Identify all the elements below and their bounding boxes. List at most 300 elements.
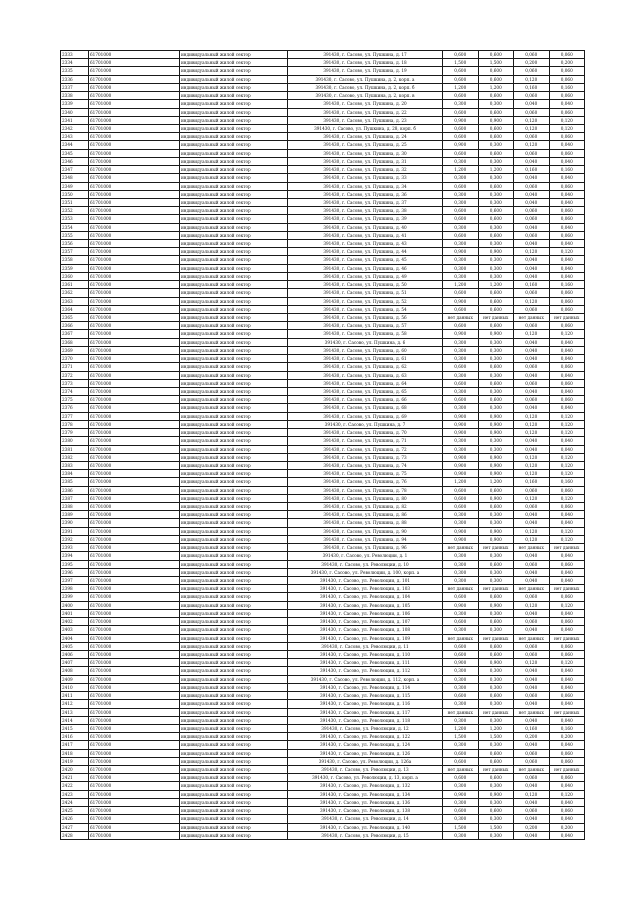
sector-type-cell: индивидуальный жилой сектор bbox=[180, 618, 288, 626]
value-cell-1: нет данных bbox=[443, 544, 479, 552]
value-cell-3: 0,120 bbox=[514, 429, 550, 437]
okato-code-cell: 61701000 bbox=[89, 248, 180, 256]
okato-code-cell: 61701000 bbox=[89, 83, 180, 91]
value-cell-4: 0,160 bbox=[549, 166, 585, 174]
sector-type-cell: индивидуальный жилой сектор bbox=[180, 445, 288, 453]
table-row bbox=[61, 552, 585, 560]
row-number-cell: 2353 bbox=[61, 215, 89, 223]
value-cell-3: 0,040 bbox=[514, 223, 550, 231]
sector-type-cell: индивидуальный жилой сектор bbox=[180, 248, 288, 256]
value-cell-1: 0,600 bbox=[443, 692, 479, 700]
address-cell: 391430, г. Сасово, ул. Революции, д. 13, корп. а bbox=[288, 774, 443, 782]
value-cell-2: 1,200 bbox=[478, 166, 514, 174]
value-cell-4: 0,060 bbox=[549, 75, 585, 83]
table-row bbox=[61, 692, 585, 700]
value-cell-1: 0,300 bbox=[443, 157, 479, 165]
sector-type-cell: индивидуальный жилой сектор bbox=[180, 223, 288, 231]
value-cell-3: 0,160 bbox=[514, 281, 550, 289]
sector-type-cell: индивидуальный жилой сектор bbox=[180, 659, 288, 667]
row-number-cell: 2344 bbox=[61, 141, 89, 149]
okato-code-cell: 61701000 bbox=[89, 67, 180, 75]
row-number-cell: 2388 bbox=[61, 503, 89, 511]
okato-code-cell: 61701000 bbox=[89, 470, 180, 478]
value-cell-1: 0,900 bbox=[443, 453, 479, 461]
value-cell-4: нет данных bbox=[549, 544, 585, 552]
value-cell-2: 0,300 bbox=[478, 404, 514, 412]
sector-type-cell: индивидуальный жилой сектор bbox=[180, 420, 288, 428]
address-cell: 391430, г. Сасово, ул. Пушкина, д. 88 bbox=[288, 519, 443, 527]
value-cell-4: 0,060 bbox=[549, 749, 585, 757]
address-cell: 391430, г. Сасово, ул. Пушкина, д. 50 bbox=[288, 281, 443, 289]
value-cell-1: 1,200 bbox=[443, 166, 479, 174]
okato-code-cell: 61701000 bbox=[89, 190, 180, 198]
table-row bbox=[61, 453, 585, 461]
value-cell-3: 0,120 bbox=[514, 527, 550, 535]
value-cell-3: 0,060 bbox=[514, 149, 550, 157]
okato-code-cell: 61701000 bbox=[89, 544, 180, 552]
table-row bbox=[61, 577, 585, 585]
value-cell-3: 0,060 bbox=[514, 757, 550, 765]
value-cell-4: 0,060 bbox=[549, 215, 585, 223]
sector-type-cell: индивидуальный жилой сектор bbox=[180, 461, 288, 469]
sector-type-cell: индивидуальный жилой сектор bbox=[180, 363, 288, 371]
value-cell-3: 0,040 bbox=[514, 667, 550, 675]
sector-type-cell: индивидуальный жилой сектор bbox=[180, 503, 288, 511]
sector-type-cell: индивидуальный жилой сектор bbox=[180, 240, 288, 248]
row-number-cell: 2347 bbox=[61, 166, 89, 174]
address-cell: 391430, г. Сасово, ул. Пушкина, д. 25 bbox=[288, 141, 443, 149]
address-cell: 391430, г. Сасово, ул. Пушкина, д. 33 bbox=[288, 174, 443, 182]
address-cell: 391430, г. Сасово, ул. Пушкина, д. 2, корп. в bbox=[288, 92, 443, 100]
value-cell-1: 0,600 bbox=[443, 124, 479, 132]
value-cell-1: 1,500 bbox=[443, 823, 479, 831]
row-number-cell: 2423 bbox=[61, 790, 89, 798]
row-number-cell: 2340 bbox=[61, 108, 89, 116]
table-row bbox=[61, 634, 585, 642]
value-cell-2: 0,900 bbox=[478, 330, 514, 338]
address-cell: 391430, г. Сасово, ул. Пушкина, д. 17 bbox=[288, 51, 443, 59]
value-cell-2: 1,500 bbox=[478, 733, 514, 741]
okato-code-cell: 61701000 bbox=[89, 272, 180, 280]
value-cell-3: 0,040 bbox=[514, 190, 550, 198]
address-cell: 391430, г. Сасово, ул. Пушкина, д. 94 bbox=[288, 535, 443, 543]
value-cell-4: 0,120 bbox=[549, 601, 585, 609]
value-cell-2: 0,300 bbox=[478, 445, 514, 453]
sector-type-cell: индивидуальный жилой сектор bbox=[180, 675, 288, 683]
table-row bbox=[61, 338, 585, 346]
table-row bbox=[61, 503, 585, 511]
okato-code-cell: 61701000 bbox=[89, 207, 180, 215]
okato-code-cell: 61701000 bbox=[89, 700, 180, 708]
table-row bbox=[61, 486, 585, 494]
table-row bbox=[61, 371, 585, 379]
row-number-cell: 2333 bbox=[61, 51, 89, 59]
value-cell-2: нет данных bbox=[478, 544, 514, 552]
value-cell-1: нет данных bbox=[443, 634, 479, 642]
okato-code-cell: 61701000 bbox=[89, 133, 180, 141]
address-cell: 391430, г. Сасово, ул. Пушкина, д. 78 bbox=[288, 486, 443, 494]
address-cell: 391430, г. Сасово, ул. Революции, д. 138 bbox=[288, 807, 443, 815]
value-cell-1: 0,300 bbox=[443, 100, 479, 108]
row-number-cell: 2380 bbox=[61, 437, 89, 445]
table-row bbox=[61, 92, 585, 100]
value-cell-2: 0,600 bbox=[478, 149, 514, 157]
row-number-cell: 2351 bbox=[61, 198, 89, 206]
address-cell: 391430, г. Сасово, ул. Революции, д. 107 bbox=[288, 618, 443, 626]
value-cell-3: 0,060 bbox=[514, 379, 550, 387]
sector-type-cell: индивидуальный жилой сектор bbox=[180, 124, 288, 132]
value-cell-2: 0,900 bbox=[478, 659, 514, 667]
value-cell-3: 0,040 bbox=[514, 240, 550, 248]
value-cell-2: 0,300 bbox=[478, 100, 514, 108]
value-cell-4: 0,120 bbox=[549, 124, 585, 132]
value-cell-2: 0,600 bbox=[478, 396, 514, 404]
table-row bbox=[61, 642, 585, 650]
value-cell-1: 0,300 bbox=[443, 355, 479, 363]
address-cell: 391430, г. Сасово, ул. Революции, д. 124 bbox=[288, 741, 443, 749]
okato-code-cell: 61701000 bbox=[89, 585, 180, 593]
okato-code-cell: 61701000 bbox=[89, 790, 180, 798]
value-cell-2: 0,600 bbox=[478, 92, 514, 100]
value-cell-2: 0,300 bbox=[478, 240, 514, 248]
value-cell-2: 0,300 bbox=[478, 387, 514, 395]
row-number-cell: 2366 bbox=[61, 322, 89, 330]
value-cell-4: 0,040 bbox=[549, 346, 585, 354]
table-row bbox=[61, 544, 585, 552]
value-cell-2: 0,300 bbox=[478, 355, 514, 363]
okato-code-cell: 61701000 bbox=[89, 371, 180, 379]
value-cell-4: 0,060 bbox=[549, 133, 585, 141]
value-cell-3: 0,120 bbox=[514, 248, 550, 256]
value-cell-2: 0,300 bbox=[478, 437, 514, 445]
sector-type-cell: индивидуальный жилой сектор bbox=[180, 198, 288, 206]
value-cell-2: 0,300 bbox=[478, 519, 514, 527]
value-cell-4: 0,040 bbox=[549, 264, 585, 272]
value-cell-4: 0,120 bbox=[549, 494, 585, 502]
sector-type-cell: индивидуальный жилой сектор bbox=[180, 700, 288, 708]
sector-type-cell: индивидуальный жилой сектор bbox=[180, 59, 288, 67]
value-cell-3: 0,060 bbox=[514, 749, 550, 757]
okato-code-cell: 61701000 bbox=[89, 642, 180, 650]
okato-code-cell: 61701000 bbox=[89, 831, 180, 839]
value-cell-1: 0,300 bbox=[443, 223, 479, 231]
value-cell-3: 0,200 bbox=[514, 823, 550, 831]
table-row bbox=[61, 174, 585, 182]
okato-code-cell: 61701000 bbox=[89, 322, 180, 330]
row-number-cell: 2415 bbox=[61, 724, 89, 732]
okato-code-cell: 61701000 bbox=[89, 264, 180, 272]
value-cell-3: 0,040 bbox=[514, 264, 550, 272]
value-cell-4: 0,040 bbox=[549, 371, 585, 379]
table-row bbox=[61, 609, 585, 617]
table-row bbox=[61, 272, 585, 280]
table-row bbox=[61, 815, 585, 823]
okato-code-cell: 61701000 bbox=[89, 174, 180, 182]
value-cell-2: 0,600 bbox=[478, 749, 514, 757]
value-cell-4: 0,060 bbox=[549, 297, 585, 305]
row-number-cell: 2420 bbox=[61, 766, 89, 774]
value-cell-1: 0,600 bbox=[443, 807, 479, 815]
sector-type-cell: индивидуальный жилой сектор bbox=[180, 634, 288, 642]
table-row bbox=[61, 511, 585, 519]
value-cell-4: 0,040 bbox=[549, 387, 585, 395]
value-cell-3: 0,120 bbox=[514, 420, 550, 428]
row-number-cell: 2358 bbox=[61, 256, 89, 264]
row-number-cell: 2376 bbox=[61, 404, 89, 412]
value-cell-1: 0,300 bbox=[443, 404, 479, 412]
table-row bbox=[61, 190, 585, 198]
okato-code-cell: 61701000 bbox=[89, 404, 180, 412]
value-cell-3: 0,120 bbox=[514, 790, 550, 798]
value-cell-1: 0,600 bbox=[443, 363, 479, 371]
address-cell: 391430, г. Сасово, ул. Революции, д. 10 bbox=[288, 560, 443, 568]
value-cell-4: 0,120 bbox=[549, 659, 585, 667]
table-row bbox=[61, 650, 585, 658]
value-cell-4: 0,060 bbox=[549, 231, 585, 239]
okato-code-cell: 61701000 bbox=[89, 568, 180, 576]
value-cell-4: нет данных bbox=[549, 634, 585, 642]
okato-code-cell: 61701000 bbox=[89, 437, 180, 445]
okato-code-cell: 61701000 bbox=[89, 807, 180, 815]
value-cell-2: 0,600 bbox=[478, 75, 514, 83]
value-cell-3: 0,060 bbox=[514, 593, 550, 601]
value-cell-4: 0,040 bbox=[549, 577, 585, 585]
value-cell-1: 0,900 bbox=[443, 141, 479, 149]
row-number-cell: 2385 bbox=[61, 478, 89, 486]
sector-type-cell: индивидуальный жилой сектор bbox=[180, 470, 288, 478]
okato-code-cell: 61701000 bbox=[89, 157, 180, 165]
value-cell-3: 0,120 bbox=[514, 535, 550, 543]
value-cell-3: 0,060 bbox=[514, 692, 550, 700]
table-row bbox=[61, 420, 585, 428]
okato-code-cell: 61701000 bbox=[89, 503, 180, 511]
value-cell-2: 0,900 bbox=[478, 527, 514, 535]
value-cell-3: 0,160 bbox=[514, 83, 550, 91]
value-cell-2: 0,600 bbox=[478, 67, 514, 75]
row-number-cell: 2367 bbox=[61, 330, 89, 338]
okato-code-cell: 61701000 bbox=[89, 823, 180, 831]
address-cell: 391430, г. Сасово, ул. Революции, д. 109 bbox=[288, 634, 443, 642]
value-cell-4: 0,160 bbox=[549, 281, 585, 289]
value-cell-2: 0,300 bbox=[478, 815, 514, 823]
value-cell-2: 0,900 bbox=[478, 116, 514, 124]
sector-type-cell: индивидуальный жилой сектор bbox=[180, 683, 288, 691]
okato-code-cell: 61701000 bbox=[89, 453, 180, 461]
table-row bbox=[61, 256, 585, 264]
table-row bbox=[61, 231, 585, 239]
okato-code-cell: 61701000 bbox=[89, 560, 180, 568]
value-cell-2: 0,900 bbox=[478, 601, 514, 609]
row-number-cell: 2386 bbox=[61, 486, 89, 494]
row-number-cell: 2419 bbox=[61, 757, 89, 765]
value-cell-4: 0,060 bbox=[549, 757, 585, 765]
okato-code-cell: 61701000 bbox=[89, 412, 180, 420]
value-cell-3: 0,040 bbox=[514, 371, 550, 379]
table-row bbox=[61, 445, 585, 453]
table-row bbox=[61, 404, 585, 412]
okato-code-cell: 61701000 bbox=[89, 223, 180, 231]
value-cell-3: 0,060 bbox=[514, 363, 550, 371]
row-number-cell: 2350 bbox=[61, 190, 89, 198]
okato-code-cell: 61701000 bbox=[89, 420, 180, 428]
okato-code-cell: 61701000 bbox=[89, 281, 180, 289]
address-cell: 391430, г. Сасово, ул. Пушкина, д. 22 bbox=[288, 108, 443, 116]
value-cell-1: 0,900 bbox=[443, 790, 479, 798]
row-number-cell: 2335 bbox=[61, 67, 89, 75]
row-number-cell: 2408 bbox=[61, 667, 89, 675]
sector-type-cell: индивидуальный жилой сектор bbox=[180, 453, 288, 461]
row-number-cell: 2399 bbox=[61, 593, 89, 601]
value-cell-4: 0,040 bbox=[549, 223, 585, 231]
table-row bbox=[61, 585, 585, 593]
sector-type-cell: индивидуальный жилой сектор bbox=[180, 396, 288, 404]
value-cell-3: 0,060 bbox=[514, 322, 550, 330]
value-cell-3: нет данных bbox=[514, 544, 550, 552]
value-cell-4: 0,200 bbox=[549, 59, 585, 67]
value-cell-2: 0,600 bbox=[478, 289, 514, 297]
table-row bbox=[61, 182, 585, 190]
value-cell-1: 0,600 bbox=[443, 322, 479, 330]
value-cell-2: 0,300 bbox=[478, 256, 514, 264]
value-cell-4: 0,060 bbox=[549, 322, 585, 330]
value-cell-4: 0,040 bbox=[549, 798, 585, 806]
address-cell: 391430, г. Сасово, ул. Революции, д. 134 bbox=[288, 790, 443, 798]
sector-type-cell: индивидуальный жилой сектор bbox=[180, 486, 288, 494]
row-number-cell: 2379 bbox=[61, 429, 89, 437]
sector-type-cell: индивидуальный жилой сектор bbox=[180, 322, 288, 330]
address-cell: 391430, г. Сасово, ул. Революции, д. 105 bbox=[288, 601, 443, 609]
sector-type-cell: индивидуальный жилой сектор bbox=[180, 157, 288, 165]
address-cell: 391430, г. Сасово, ул. Пушкина, д. 44 bbox=[288, 248, 443, 256]
value-cell-2: 1,200 bbox=[478, 83, 514, 91]
address-cell: 391430, г. Сасово, ул. Революции, д. 112 bbox=[288, 667, 443, 675]
value-cell-4: 0,040 bbox=[549, 240, 585, 248]
sector-type-cell: индивидуальный жилой сектор bbox=[180, 626, 288, 634]
address-cell: 391430, г. Сасово, ул. Революции, д. 114 bbox=[288, 683, 443, 691]
table-row bbox=[61, 659, 585, 667]
value-cell-4: 0,060 bbox=[549, 149, 585, 157]
address-cell: 391430, г. Сасово, ул. Революции, д. 116 bbox=[288, 700, 443, 708]
address-cell: 391430, г. Сасово, ул. Пушкина, д. 6 bbox=[288, 338, 443, 346]
address-cell: 391430, г. Сасово, ул. Революции, д. 136 bbox=[288, 798, 443, 806]
value-cell-4: нет данных bbox=[549, 314, 585, 322]
value-cell-1: 0,900 bbox=[443, 429, 479, 437]
table-row bbox=[61, 618, 585, 626]
address-cell: 391430, г. Сасово, ул. Пушкина, д. 40 bbox=[288, 223, 443, 231]
sector-type-cell: индивидуальный жилой сектор bbox=[180, 116, 288, 124]
okato-code-cell: 61701000 bbox=[89, 486, 180, 494]
value-cell-1: 0,300 bbox=[443, 437, 479, 445]
value-cell-3: 0,040 bbox=[514, 404, 550, 412]
address-cell: 391430, г. Сасово, ул. Революции, д. 104 bbox=[288, 593, 443, 601]
value-cell-4: 0,040 bbox=[549, 700, 585, 708]
value-cell-4: 0,040 bbox=[549, 716, 585, 724]
address-cell: 391430, г. Сасово, ул. Пушкина, д. 70 bbox=[288, 429, 443, 437]
value-cell-2: 0,300 bbox=[478, 371, 514, 379]
value-cell-1: 0,600 bbox=[443, 749, 479, 757]
value-cell-4: 0,040 bbox=[549, 568, 585, 576]
address-cell: 391430, г. Сасово, ул. Пушкина, д. 39 bbox=[288, 215, 443, 223]
value-cell-4: 0,060 bbox=[549, 642, 585, 650]
value-cell-4: 0,060 bbox=[549, 363, 585, 371]
value-cell-4: 0,040 bbox=[549, 667, 585, 675]
value-cell-4: 0,200 bbox=[549, 733, 585, 741]
okato-code-cell: 61701000 bbox=[89, 116, 180, 124]
data-table bbox=[60, 50, 585, 840]
row-number-cell: 2341 bbox=[61, 116, 89, 124]
value-cell-1: 0,900 bbox=[443, 330, 479, 338]
sector-type-cell: индивидуальный жилой сектор bbox=[180, 831, 288, 839]
value-cell-4: 0,120 bbox=[549, 429, 585, 437]
value-cell-1: 1,200 bbox=[443, 724, 479, 732]
sector-type-cell: индивидуальный жилой сектор bbox=[180, 67, 288, 75]
value-cell-2: 0,600 bbox=[478, 618, 514, 626]
address-cell: 391430, г. Сасово, ул. Революции, д. 132 bbox=[288, 782, 443, 790]
value-cell-2: 0,300 bbox=[478, 223, 514, 231]
address-cell: 391430, г. Сасово, ул. Пушкина, д. 86 bbox=[288, 511, 443, 519]
value-cell-3: 0,120 bbox=[514, 75, 550, 83]
row-number-cell: 2368 bbox=[61, 338, 89, 346]
okato-code-cell: 61701000 bbox=[89, 59, 180, 67]
okato-code-cell: 61701000 bbox=[89, 741, 180, 749]
value-cell-3: 0,060 bbox=[514, 182, 550, 190]
row-number-cell: 2374 bbox=[61, 387, 89, 395]
row-number-cell: 2362 bbox=[61, 289, 89, 297]
sector-type-cell: индивидуальный жилой сектор bbox=[180, 478, 288, 486]
table-row bbox=[61, 346, 585, 354]
sector-type-cell: индивидуальный жилой сектор bbox=[180, 733, 288, 741]
value-cell-4: 0,040 bbox=[549, 198, 585, 206]
table-row bbox=[61, 412, 585, 420]
value-cell-3: 0,040 bbox=[514, 100, 550, 108]
okato-code-cell: 61701000 bbox=[89, 577, 180, 585]
value-cell-4: 0,060 bbox=[549, 207, 585, 215]
okato-code-cell: 61701000 bbox=[89, 815, 180, 823]
table-row bbox=[61, 700, 585, 708]
value-cell-1: 0,300 bbox=[443, 798, 479, 806]
okato-code-cell: 61701000 bbox=[89, 692, 180, 700]
address-cell: 391430, г. Сасово, ул. Пушкина, д. 2, корп. а bbox=[288, 75, 443, 83]
address-cell: 391430, г. Сасово, ул. Пушкина, д. 41 bbox=[288, 231, 443, 239]
value-cell-4: 0,200 bbox=[549, 823, 585, 831]
sector-type-cell: индивидуальный жилой сектор bbox=[180, 790, 288, 798]
okato-code-cell: 61701000 bbox=[89, 708, 180, 716]
value-cell-1: 0,600 bbox=[443, 593, 479, 601]
value-cell-2: 0,600 bbox=[478, 757, 514, 765]
sector-type-cell: индивидуальный жилой сектор bbox=[180, 757, 288, 765]
value-cell-1: 0,900 bbox=[443, 527, 479, 535]
value-cell-3: 0,040 bbox=[514, 798, 550, 806]
value-cell-3: 0,060 bbox=[514, 67, 550, 75]
okato-code-cell: 61701000 bbox=[89, 396, 180, 404]
value-cell-3: 0,040 bbox=[514, 346, 550, 354]
sector-type-cell: индивидуальный жилой сектор bbox=[180, 766, 288, 774]
sector-type-cell: индивидуальный жилой сектор bbox=[180, 494, 288, 502]
value-cell-4: 0,120 bbox=[549, 116, 585, 124]
value-cell-2: нет данных bbox=[478, 314, 514, 322]
sector-type-cell: индивидуальный жилой сектор bbox=[180, 264, 288, 272]
sector-type-cell: индивидуальный жилой сектор bbox=[180, 346, 288, 354]
okato-code-cell: 61701000 bbox=[89, 256, 180, 264]
value-cell-2: 0,300 bbox=[478, 157, 514, 165]
row-number-cell: 2400 bbox=[61, 601, 89, 609]
okato-code-cell: 61701000 bbox=[89, 92, 180, 100]
sector-type-cell: индивидуальный жилой сектор bbox=[180, 51, 288, 59]
sector-type-cell: индивидуальный жилой сектор bbox=[180, 552, 288, 560]
value-cell-1: 0,300 bbox=[443, 519, 479, 527]
sector-type-cell: индивидуальный жилой сектор bbox=[180, 305, 288, 313]
okato-code-cell: 61701000 bbox=[89, 667, 180, 675]
